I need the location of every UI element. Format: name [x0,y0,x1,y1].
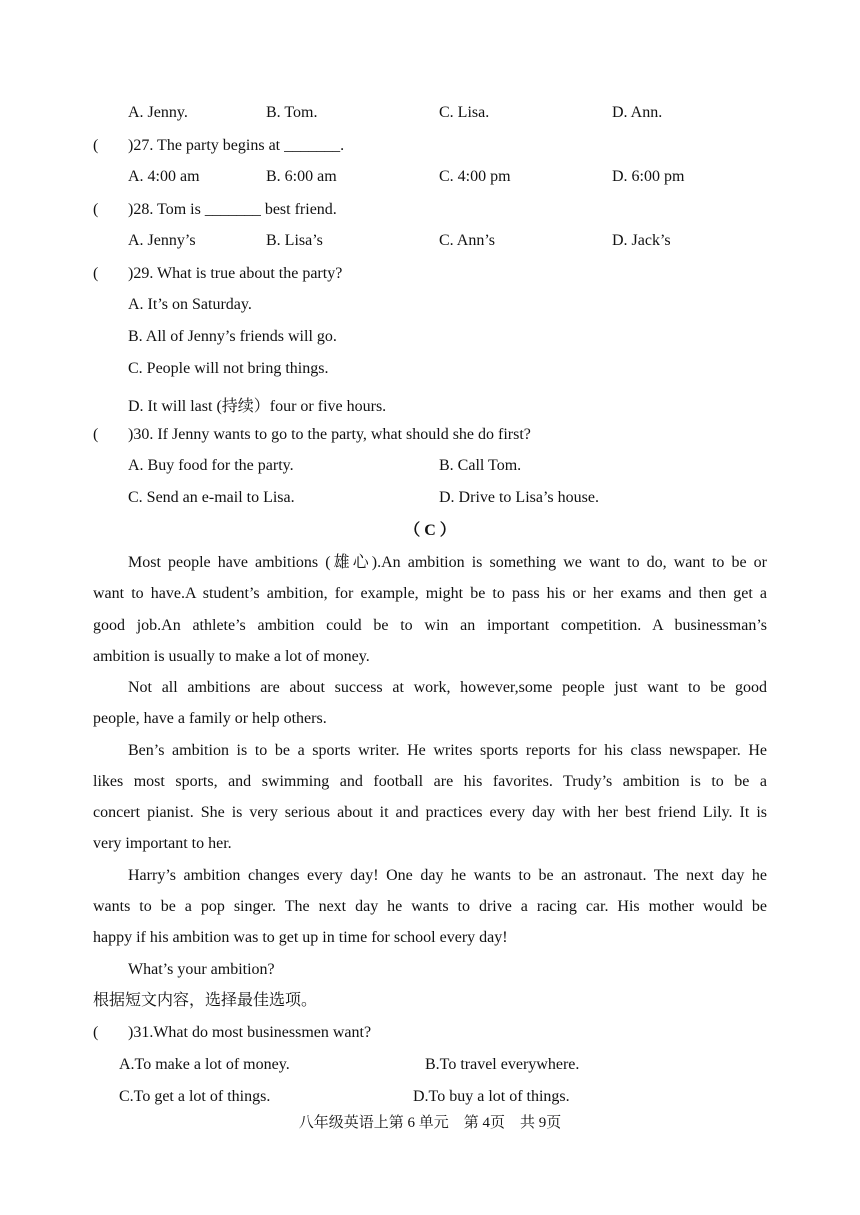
passage-line: likes most sports, and swimming and football are his favorites. Trudy’s ambition is to be a [93,773,767,790]
answer-bracket: ( [93,265,99,282]
answer-bracket: ( [93,426,99,443]
question-27-text: )27. The party begins at _______. [128,137,345,154]
q30-option-d: D. Drive to Lisa’s house. [439,489,599,506]
q28-option-c: C. Ann’s [439,232,496,249]
passage-line: Not all ambitions are about success at work, however,some people just want to be good [128,679,767,696]
q29-option-d: D. It will last (持续）four or five hours. [128,398,387,415]
section-c-title: （ C ） [404,522,456,539]
q31-option-c: C.To get a lot of things. [119,1088,271,1105]
q26-option-a: A. Jenny. [128,104,188,121]
answer-bracket: ( [93,1024,99,1041]
q27-option-c: C. 4:00 pm [439,168,511,185]
q30-option-c: C. Send an e-mail to Lisa. [128,489,295,506]
passage-line: Harry’s ambition changes every day! One day he wants to be an astronaut. The next day he [128,867,767,884]
q26-option-d: D. Ann. [612,104,663,121]
q31-option-b: B.To travel everywhere. [425,1056,580,1073]
question-31-text: )31.What do most businessmen want? [128,1024,372,1041]
passage-line: good job.An athlete’s ambition could be to win an important competition. A businessman’s [93,617,767,634]
instruction-text: 根据短文内容，选择最佳选项。 [93,992,318,1009]
q26-option-c: C. Lisa. [439,104,490,121]
passage-line: want to have.A student’s ambition, for example, might be to pass his or her exams and then get a [93,585,767,602]
q31-option-d: D.To buy a lot of things. [413,1088,570,1105]
q27-option-a: A. 4:00 am [128,168,200,185]
passage-line: people, have a family or help others. [93,710,327,727]
q28-option-b: B. Lisa’s [266,232,323,249]
q26-option-b: B. Tom. [266,104,318,121]
passage-line: Ben’s ambition is to be a sports writer. He writes sports reports for his class newspaper. He [128,742,767,759]
passage-line: concert pianist. She is very serious about it and practices every day with her best friend Lily. It is [93,804,767,821]
q29-option-b: B. All of Jenny’s friends will go. [128,328,337,345]
page-footer: 八年级英语上第 6 单元 第 4页 共 9页 [298,1115,562,1131]
question-29-text: )29. What is true about the party? [128,265,343,282]
question-28-text: )28. Tom is _______ best friend. [128,201,337,218]
answer-bracket: ( [93,137,99,154]
question-30-text: )30. If Jenny wants to go to the party, what should she do first? [128,426,531,443]
q31-option-a: A.To make a lot of money. [119,1056,290,1073]
passage-line: very important to her. [93,835,232,852]
passage-line: What’s your ambition? [128,961,275,978]
passage-line: Most people have ambitions (雄心).An ambition is something we want to do, want to be or [128,554,767,571]
q30-option-a: A. Buy food for the party. [128,457,294,474]
q28-option-a: A. Jenny’s [128,232,196,249]
q28-option-d: D. Jack’s [612,232,671,249]
passage-line: happy if his ambition was to get up in time for school every day! [93,929,508,946]
passage-line: ambition is usually to make a lot of money. [93,648,370,665]
q29-option-a: A. It’s on Saturday. [128,296,252,313]
q30-option-b: B. Call Tom. [439,457,522,474]
q27-option-b: B. 6:00 am [266,168,337,185]
q27-option-d: D. 6:00 pm [612,168,685,185]
passage-line: wants to be a pop singer. The next day he wants to drive a racing car. His mother would be [93,898,767,915]
q29-option-c: C. People will not bring things. [128,360,329,377]
answer-bracket: ( [93,201,99,218]
